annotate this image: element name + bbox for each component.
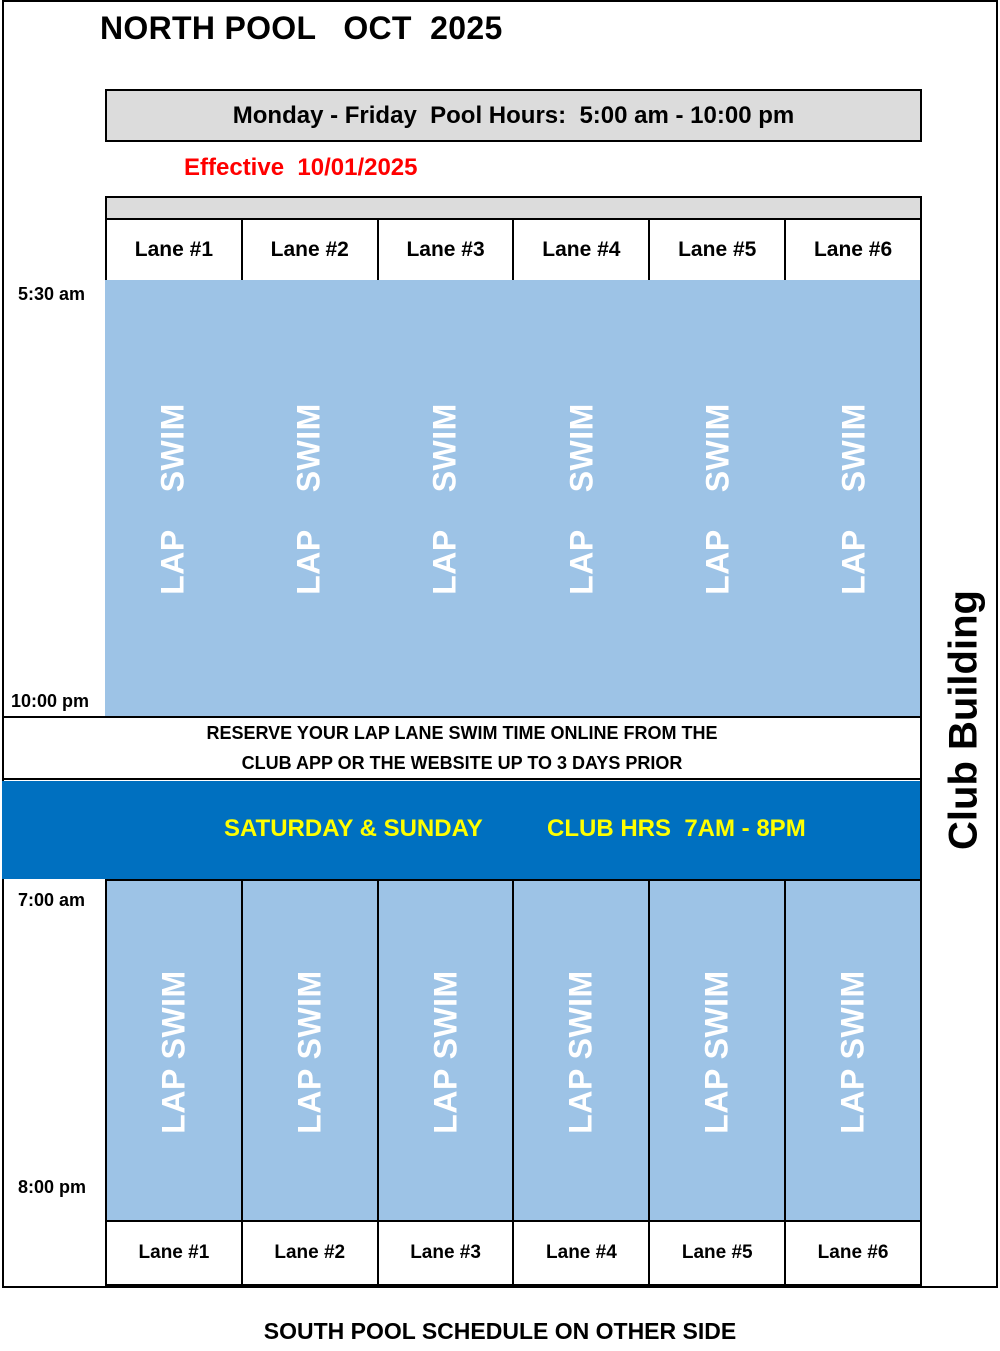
weekday-lane-column [105, 280, 241, 717]
weekday-lane-column [377, 280, 513, 717]
effective-date: Effective 10/01/2025 [184, 154, 418, 181]
lane-header-top [105, 218, 922, 280]
lane-header-cell: Lane #6 [786, 220, 920, 280]
weekday-hours-bar [105, 89, 922, 142]
weekday-lane-column [514, 280, 650, 717]
header-strip [105, 196, 922, 220]
lap-swim-label: LAP SWIM [426, 402, 463, 595]
weekday-lap-swim-block [105, 280, 922, 717]
lap-swim-label: LAP SWIM [290, 402, 327, 595]
weekend-lane-column [243, 881, 379, 1222]
lap-swim-label: LAP SWIM [563, 402, 600, 595]
weekend-lap-swim-block [105, 879, 922, 1222]
weekday-lane-column [241, 280, 377, 717]
lap-swim-label: LAP SWIM [698, 969, 735, 1134]
lane-header-cell: Lane #1 [107, 220, 243, 280]
weekday-hours-text: Monday - Friday Pool Hours: 5:00 am - 10:00 pm [232, 101, 795, 129]
lane-footer-cell: Lane #1 [107, 1222, 243, 1284]
lap-swim-label: LAP SWIM [835, 402, 872, 595]
weekday-lane-column [786, 280, 922, 717]
weekend-end-time: 8:00 pm [18, 1177, 87, 1197]
lane-footer-cell: Lane #2 [243, 1222, 379, 1284]
weekday-end-time: 10:00 pm [11, 691, 90, 711]
weekend-start-time: 7:00 am [18, 890, 86, 910]
lane-header-cell: Lane #5 [650, 220, 786, 280]
lane-footer-cell: Lane #5 [650, 1222, 786, 1284]
reserve-notice [2, 716, 922, 780]
lap-swim-label: LAP SWIM [834, 969, 871, 1134]
lane-header-cell: Lane #4 [514, 220, 650, 280]
lap-swim-label: LAP SWIM [427, 969, 464, 1134]
weekend-days: SATURDAY & SUNDAY [224, 815, 483, 842]
footer-note: SOUTH POOL SCHEDULE ON OTHER SIDE [263, 1318, 737, 1344]
weekend-hours: CLUB HRS 7AM - 8PM [547, 815, 806, 842]
lane-header-bottom [105, 1220, 922, 1286]
weekend-lane-column [107, 881, 243, 1222]
weekend-lane-column [786, 881, 920, 1222]
lane-header-cell: Lane #2 [243, 220, 379, 280]
club-building-label: Club Building [941, 590, 986, 850]
weekday-start-time: 5:30 am [18, 284, 86, 304]
lap-swim-label: LAP SWIM [291, 969, 328, 1134]
page-title: NORTH POOL OCT 2025 [100, 10, 503, 46]
lane-footer-cell: Lane #4 [514, 1222, 650, 1284]
reserve-notice-line: CLUB APP OR THE WEBSITE UP TO 3 DAYS PRIOR [241, 753, 683, 773]
lap-swim-label: LAP SWIM [699, 402, 736, 595]
lap-swim-label: LAP SWIM [155, 969, 192, 1134]
lap-swim-label: LAP SWIM [154, 402, 191, 595]
weekend-lane-column [379, 881, 515, 1222]
reserve-notice-line: RESERVE YOUR LAP LANE SWIM TIME ONLINE FROM THE [206, 723, 718, 743]
lap-swim-label: LAP SWIM [562, 969, 599, 1134]
lane-footer-cell: Lane #3 [379, 1222, 515, 1284]
building-wall-line [920, 196, 922, 1286]
weekend-lane-column [650, 881, 786, 1222]
weekday-lane-column [650, 280, 786, 717]
weekend-lane-column [514, 881, 650, 1222]
lane-footer-cell: Lane #6 [786, 1222, 920, 1284]
lane-header-cell: Lane #3 [379, 220, 515, 280]
